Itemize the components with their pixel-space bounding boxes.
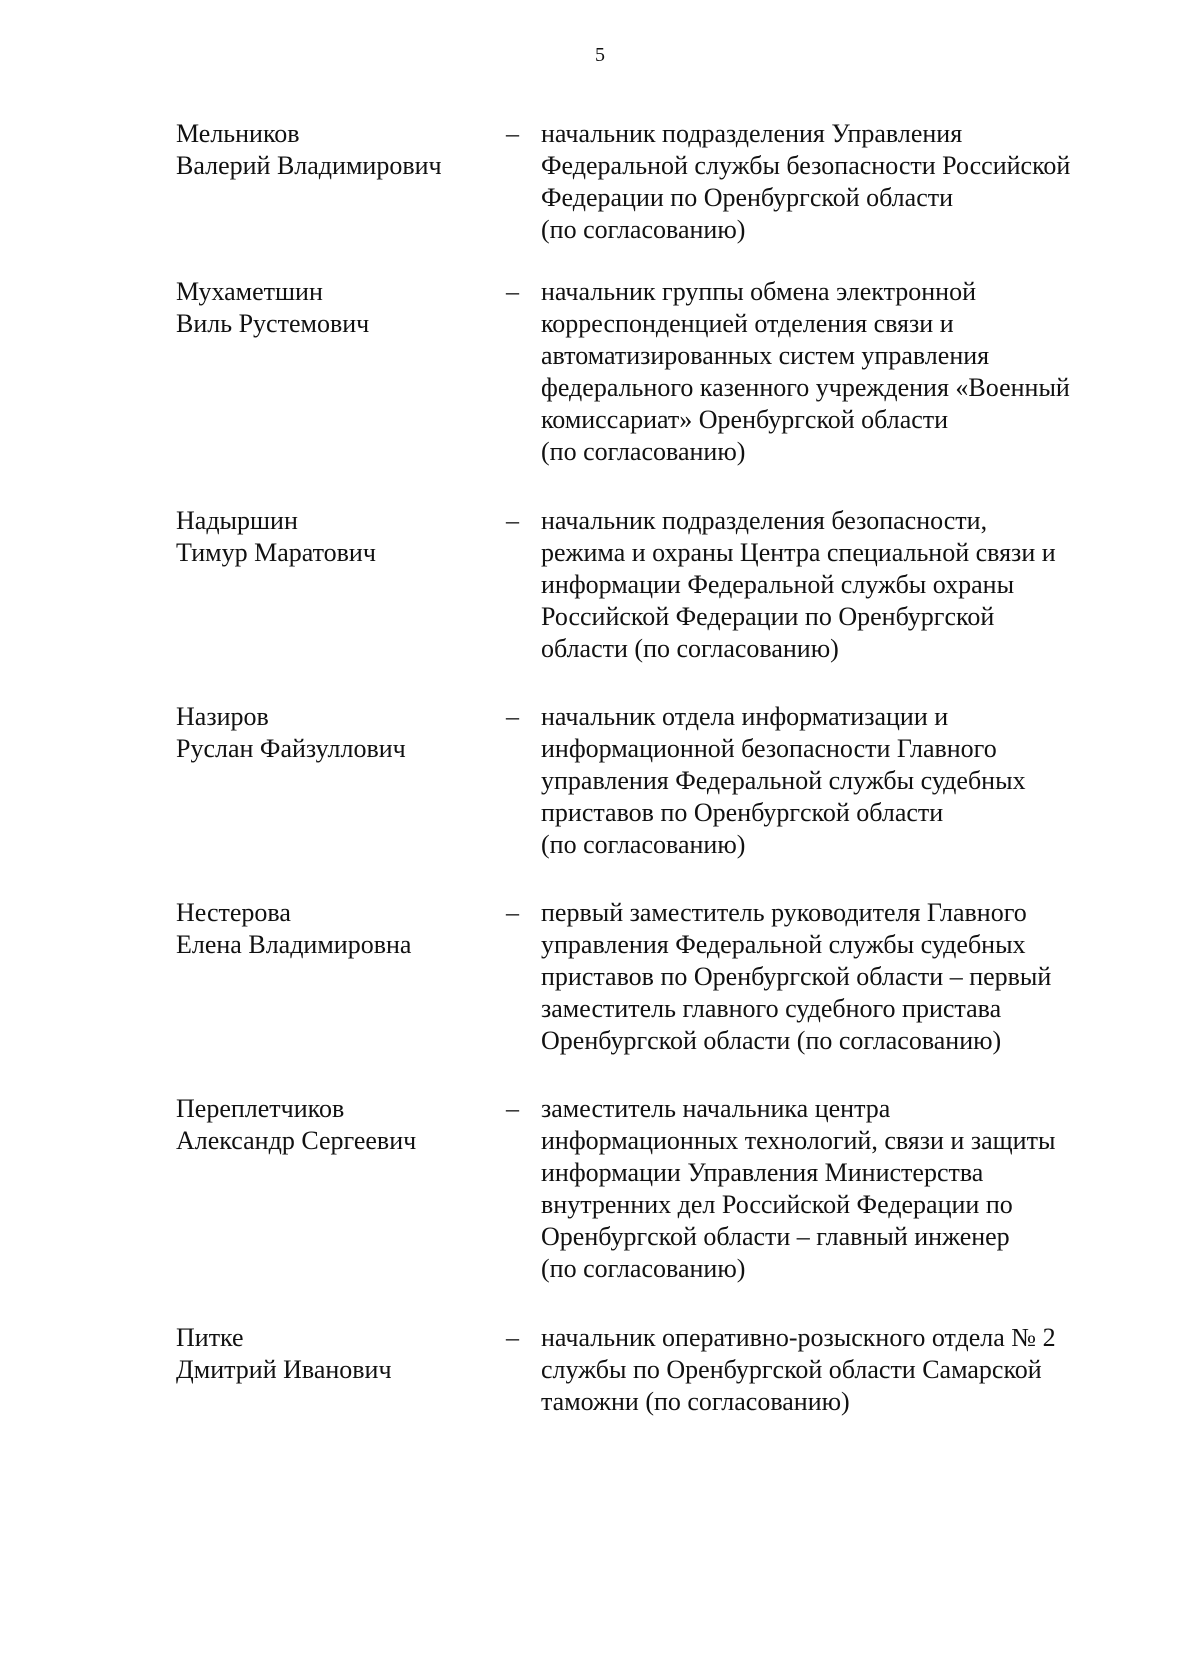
given-names: Руслан Файзуллович (176, 734, 406, 763)
given-names: Валерий Владимирович (176, 151, 442, 180)
position-line: автоматизированных систем управления (541, 341, 990, 370)
position-line: Оренбургской области (по согласованию) (541, 1026, 1002, 1055)
position-line: режима и охраны Центра специальной связи и (541, 538, 1056, 567)
position-description (541, 1322, 1121, 1418)
position-line: Оренбургской области – главный инженер (541, 1222, 1010, 1251)
position-line: области (по согласованию) (541, 634, 839, 663)
surname: Мельников (176, 119, 300, 148)
position-line: (по согласованию) (541, 830, 746, 859)
dash-separator: – (506, 506, 519, 535)
given-names: Виль Рустемович (176, 309, 370, 338)
dash-separator: – (506, 702, 519, 731)
position-line: корреспонденцией отделения связи и (541, 309, 954, 338)
page-number: 5 (595, 44, 605, 66)
position-line: Федеральной службы безопасности Российской (541, 151, 1071, 180)
surname: Питке (176, 1323, 244, 1352)
position-line: приставов по Оренбургской области (541, 798, 944, 827)
dash-separator: – (506, 1323, 519, 1352)
position-line: (по согласованию) (541, 437, 746, 466)
position-line: информации Федеральной службы охраны (541, 570, 1015, 599)
position-line: начальник отдела информатизации и (541, 702, 949, 731)
position-line: приставов по Оренбургской области – первый (541, 962, 1052, 991)
given-names: Дмитрий Иванович (176, 1355, 392, 1384)
person-name (176, 276, 486, 340)
position-line: заместитель главного судебного пристава (541, 994, 1002, 1023)
person-name (176, 1322, 486, 1386)
dash-separator: – (506, 898, 519, 927)
position-line: информационной безопасности Главного (541, 734, 997, 763)
position-description (541, 505, 1121, 665)
surname: Надыршин (176, 506, 298, 535)
surname: Мухаметшин (176, 277, 323, 306)
position-line: информационных технологий, связи и защиты (541, 1126, 1056, 1155)
position-line: управления Федеральной службы судебных (541, 930, 1026, 959)
position-line: начальник группы обмена электронной (541, 277, 977, 306)
position-line: Федерации по Оренбургской области (541, 183, 954, 212)
position-line: федерального казенного учреждения «Военный (541, 373, 1070, 402)
position-line: начальник подразделения безопасности, (541, 506, 988, 535)
surname: Нестерова (176, 898, 291, 927)
surname: Переплетчиков (176, 1094, 345, 1123)
position-description (541, 1093, 1121, 1285)
given-names: Александр Сергеевич (176, 1126, 417, 1155)
position-description (541, 276, 1121, 468)
dash-separator: – (506, 277, 519, 306)
position-line: комиссариат» Оренбургской области (541, 405, 949, 434)
position-line: (по согласованию) (541, 215, 746, 244)
person-name (176, 505, 486, 569)
position-description (541, 897, 1121, 1057)
surname: Назиров (176, 702, 269, 731)
position-line: заместитель начальника центра (541, 1094, 891, 1123)
position-line: начальник оперативно-розыскного отдела № 2 (541, 1323, 1056, 1352)
position-description (541, 701, 1121, 861)
person-name (176, 897, 486, 961)
position-line: начальник подразделения Управления (541, 119, 963, 148)
position-line: информации Управления Министерства (541, 1158, 984, 1187)
person-name (176, 701, 486, 765)
position-line: (по согласованию) (541, 1254, 746, 1283)
person-name (176, 1093, 486, 1157)
given-names: Елена Владимировна (176, 930, 412, 959)
given-names: Тимур Маратович (176, 538, 376, 567)
dash-separator: – (506, 119, 519, 148)
position-line: управления Федеральной службы судебных (541, 766, 1026, 795)
position-line: внутренних дел Российской Федерации по (541, 1190, 1013, 1219)
dash-separator: – (506, 1094, 519, 1123)
position-description (541, 118, 1121, 246)
position-line: таможни (по согласованию) (541, 1387, 850, 1416)
position-line: службы по Оренбургской области Самарской (541, 1355, 1042, 1384)
position-line: Российской Федерации по Оренбургской (541, 602, 995, 631)
position-line: первый заместитель руководителя Главного (541, 898, 1027, 927)
person-name (176, 118, 486, 182)
